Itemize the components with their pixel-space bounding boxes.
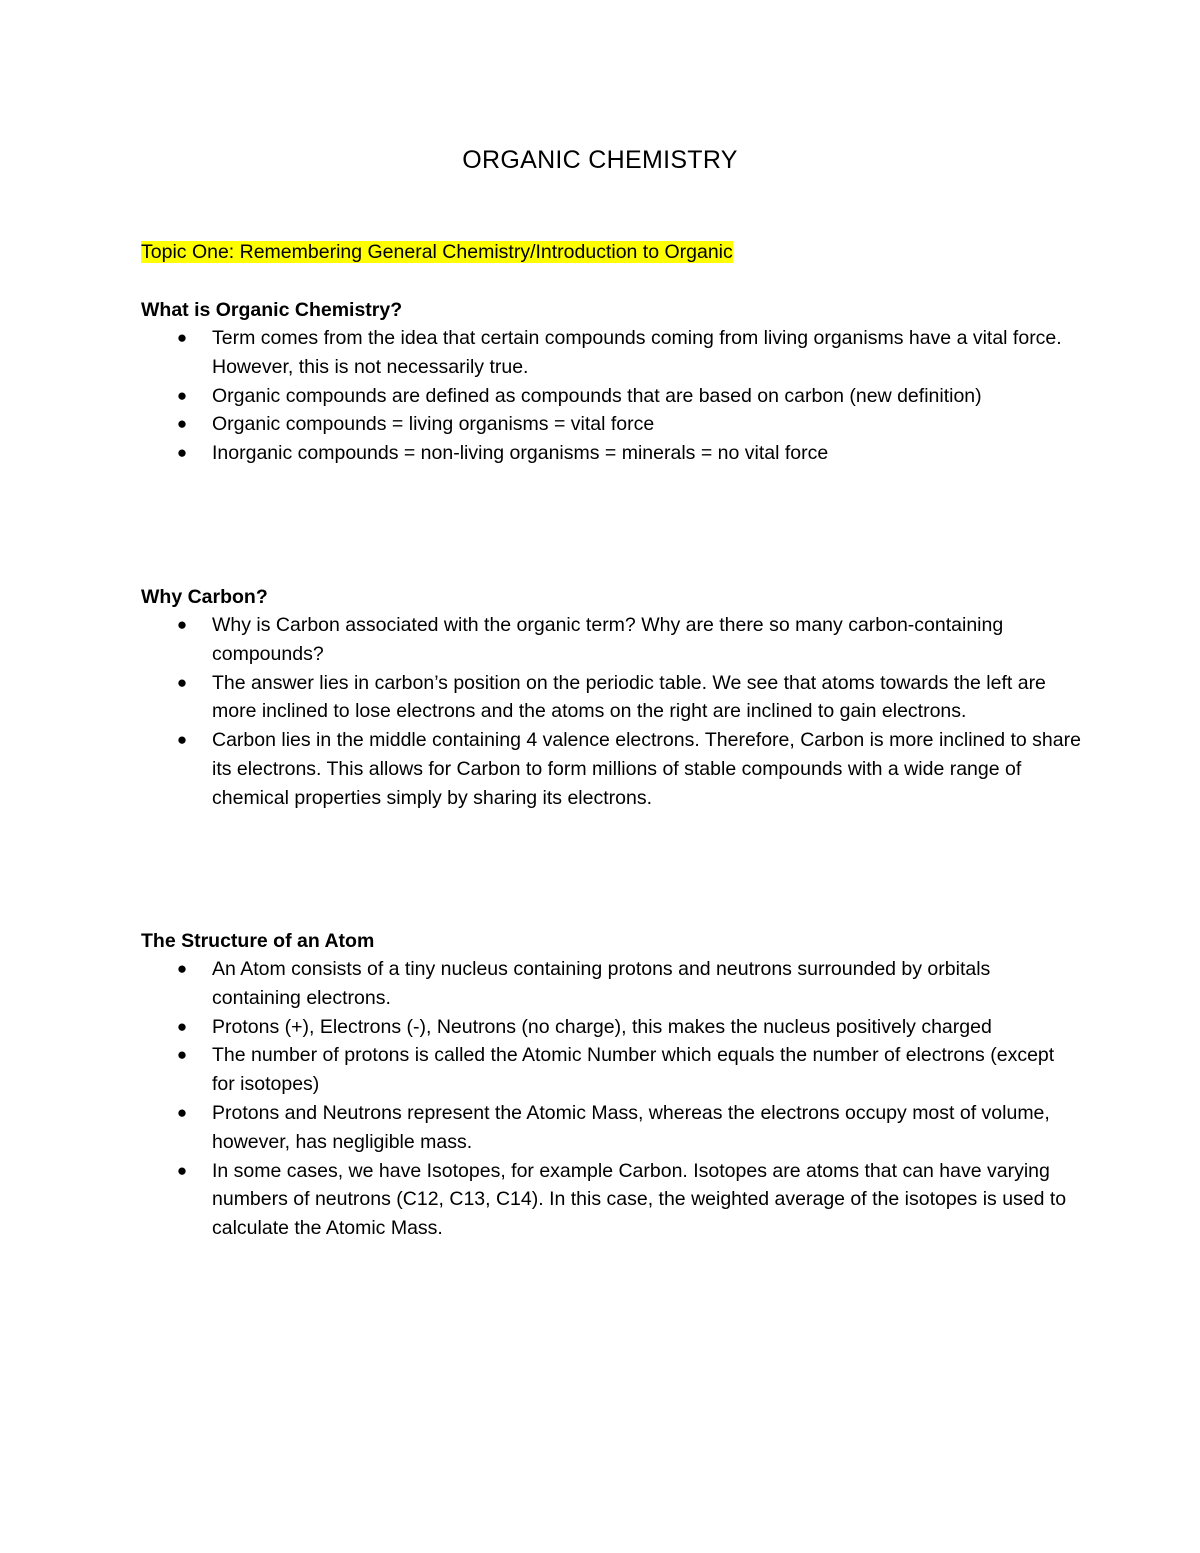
list-item-text: Organic compounds are defined as compounds that are based on carbon (new definition) (212, 384, 982, 407)
bullet-icon: ● (176, 414, 188, 434)
list-item (141, 410, 1081, 439)
section-why-carbon (141, 583, 1081, 813)
topic-heading (141, 238, 733, 266)
list-item (141, 382, 1081, 411)
list-item (141, 955, 1081, 1013)
topic-highlight: Topic One: Remembering General Chemistry/Introduction to Organic (141, 241, 733, 263)
section-structure-of-an-atom (141, 927, 1081, 1243)
bullet-icon: ● (176, 1160, 188, 1180)
bullet-icon: ● (176, 672, 188, 692)
list-item (141, 1099, 1081, 1157)
list-item-text: An Atom consists of a tiny nucleus containing protons and neutrons surrounded by orbitals containing electrons. (212, 958, 991, 1009)
bullet-icon: ● (176, 959, 188, 978)
list-item-text: Protons (+), Electrons (-), Neutrons (no charge), this makes the nucleus positively charged (212, 1015, 992, 1038)
list-item-text: Carbon lies in the middle containing 4 valence electrons. Therefore, Carbon is more inclined to share its electrons. This allows for Carbon to form millions of stable compounds with a wide range of chemical properties simply by sharing its electrons. (212, 729, 1081, 809)
list-item-text: In some cases, we have Isotopes, for example Carbon. Isotopes are atoms that can have varying numbers of neutrons (C12, C13, C14). In this case, the weighted average of the isotopes is used to calculate the Atomic Mass. (212, 1159, 1067, 1240)
document-title: ORGANIC CHEMISTRY (462, 146, 738, 174)
bullet-icon: ● (176, 615, 188, 634)
bullet-icon: ● (176, 385, 188, 405)
list-item-text: The answer lies in carbon’s position on the periodic table. We see that atoms towards the left are more inclined to lose electrons and the atoms on the right are inclined to gain electrons. (212, 671, 1046, 723)
bullet-icon: ● (176, 1102, 188, 1122)
list-item (141, 669, 1081, 727)
list-item (141, 1013, 1081, 1042)
section-heading: Why Carbon? (141, 586, 268, 608)
list-item-text: Organic compounds = living organisms = vital force (212, 413, 655, 436)
bullet-icon: ● (176, 328, 188, 347)
list-item-text: Inorganic compounds = non-living organisms = minerals = no vital force (212, 442, 829, 465)
list-item (141, 439, 1081, 468)
section-heading: The Structure of an Atom (141, 930, 375, 952)
bullet-icon: ● (176, 443, 188, 463)
list-item-text: Why is Carbon associated with the organic term? Why are there so many carbon-containing compounds? (212, 614, 1004, 665)
list-item (141, 324, 1081, 382)
bullet-icon: ● (176, 730, 188, 750)
list-item-text: Term comes from the idea that certain compounds coming from living organisms have a vital force. However, this is not necessarily true. (212, 327, 1062, 378)
list-item (141, 726, 1081, 812)
bullet-list (141, 611, 1081, 813)
list-item (141, 1041, 1081, 1099)
bullet-icon: ● (176, 1045, 188, 1065)
bullet-icon: ● (176, 1016, 188, 1036)
bullet-list (141, 955, 1081, 1243)
list-item-text: Protons and Neutrons represent the Atomic Mass, whereas the electrons occupy most of volume, however, has negligible mass. (212, 1101, 1050, 1153)
section-heading: What is Organic Chemistry? (141, 299, 403, 321)
bullet-list (141, 324, 1081, 468)
section-what-is-organic-chemistry (141, 296, 1081, 468)
list-item (141, 1157, 1081, 1243)
list-item-text: The number of protons is called the Atomic Number which equals the number of electrons (except for isotopes) (212, 1044, 1055, 1096)
list-item (141, 611, 1081, 669)
